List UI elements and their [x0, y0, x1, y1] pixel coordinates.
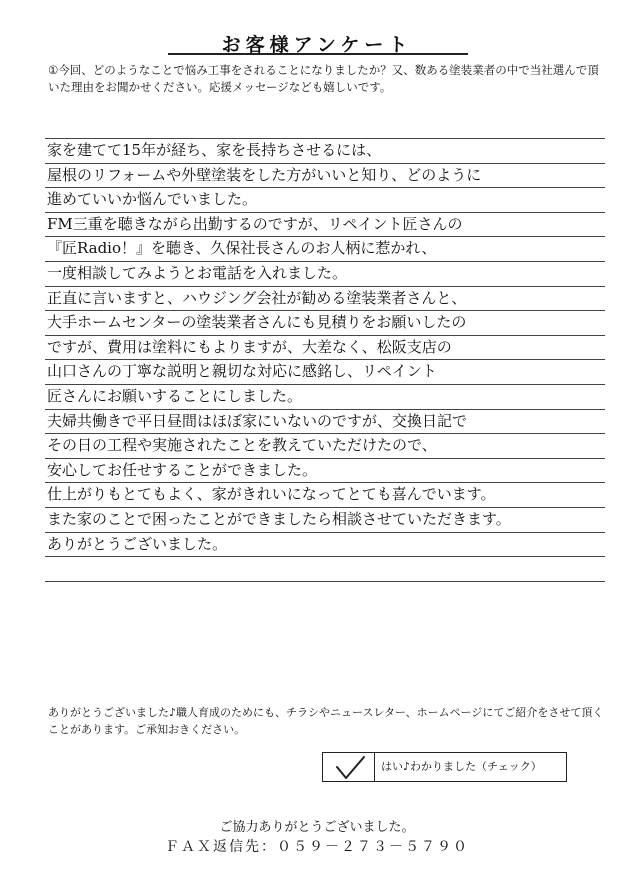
answer-line: FM三重を聴きながら出勤するのですが、リペイント匠さんの [45, 213, 605, 238]
answer-line: 『匠Radio！』を聴き、久保社長さんのお人柄に惹かれ、 [45, 237, 605, 262]
consent-checkbox-row[interactable] [322, 752, 567, 782]
answer-line: 大手ホームセンターの塗装業者さんにも見積りをお願いしたの [45, 311, 605, 336]
survey-title: お客様アンケート [221, 34, 413, 56]
question-text: ①今回、どのようなことで悩み工事をされることになりましたか？又、数ある塗装業者の中で当社選んで頂いた理由をお聞かせください。応援メッセージなども嬉しいです。 [48, 63, 599, 94]
answer-lines [45, 138, 605, 582]
answer-line-blank [45, 557, 605, 582]
answer-line: その日の工程や実施されたことを教えていただけたので、 [45, 434, 605, 459]
answer-line: 匠さんにお願いすることにしました。 [45, 385, 605, 410]
answer-line: また家のことで困ったことができましたら相談させていただきます。 [45, 508, 605, 533]
publication-note: ありがとうございました♪職人育成のためにも、チラシやニュースレター、ホームページにてご紹介をさせて頂くことがあります。ご承知おきください。 [48, 706, 604, 736]
answer-line: 夫婦共働きで平日昼間はほぼ家にいないのですが、交換日記で [45, 410, 605, 435]
answer-line: ありがとうございました。 [45, 533, 605, 558]
answer-line: 家を建てて15年が経ち、家を長持ちさせるには、 [45, 138, 605, 164]
answer-line: 一度相談してみようとお電話を入れました。 [45, 262, 605, 287]
answer-line: 正直に言いますと、ハウジング会社が勧める塗装業者さんと、 [45, 287, 605, 312]
answer-line: 山口さんの丁寧な説明と親切な対応に感銘し、リペイント [45, 360, 605, 385]
answer-line: 仕上がりもとてもよく、家がきれいになってとても喜んでいます。 [45, 483, 605, 508]
fax-number: ＦＡＸ返信先：０５９－２７３－５７９０ [165, 839, 469, 855]
title-underline [168, 53, 468, 55]
answer-line: 進めていいか悩んでいました。 [45, 188, 605, 213]
consent-label: はい♪わかりました（チェック） [381, 760, 542, 773]
checkmark-icon [333, 755, 367, 781]
thanks-text: ご協力ありがとうございました。 [219, 820, 415, 835]
answer-line: 安心してお任せすることができました。 [45, 459, 605, 484]
answer-line: 屋根のリフォームや外壁塗装をした方がいいと知り、どのように [45, 164, 605, 189]
consent-checkbox[interactable] [323, 753, 375, 781]
answer-line: ですが、費用は塗料にもよりますが、大差なく、松阪支店の [45, 336, 605, 361]
